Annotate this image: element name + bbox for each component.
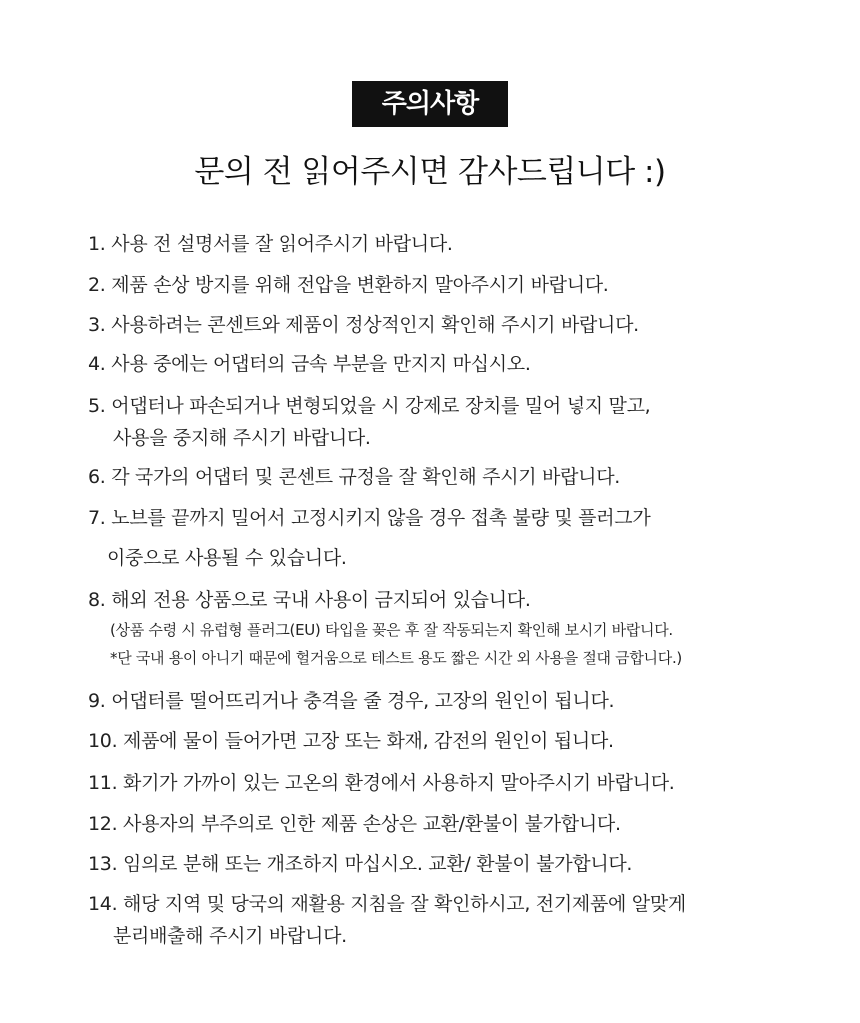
notice-item: [88, 269, 848, 301]
notice-text: 13. 임의로 분해 또는 개조하지 마십시오. 교환/ 환불이 불가합니다.: [88, 853, 633, 875]
notice-text: 4. 사용 중에는 어댑터의 금속 부분을 만지지 마십시오.: [88, 353, 531, 375]
notice-badge: 주의사항: [352, 81, 508, 127]
notice-text: 5. 어댑터나 파손되거나 변형되었을 시 강제로 장치를 밀어 넣지 말고,: [88, 395, 651, 417]
notice-text: 10. 제품에 물이 들어가면 고장 또는 화재, 감전의 원인이 됩니다.: [88, 730, 614, 752]
notice-text: 12. 사용자의 부주의로 인한 제품 손상은 교환/환불이 불가합니다.: [88, 813, 621, 835]
notice-text-continued: 분리배출해 주시기 바랍니다.: [113, 925, 347, 947]
notice-item: [88, 309, 848, 341]
notice-note: *단 국내 용이 아니기 때문에 헐거움으로 테스트 용도 짧은 시간 외 사용을 절대 금합니다.): [110, 649, 682, 667]
notice-text: 7. 노브를 끝까지 밀어서 고정시키지 않을 경우 접촉 불량 및 플러그가: [88, 507, 651, 529]
notice-item: [88, 685, 848, 717]
notice-item: [88, 888, 848, 952]
notice-text: 14. 해당 지역 및 당국의 재활용 지침을 잘 확인하시고, 전기제품에 알맞게: [88, 893, 686, 915]
notice-item: [88, 461, 848, 493]
notice-text-continued: 사용을 중지해 주시기 바랍니다.: [113, 427, 371, 449]
notice-text: 2. 제품 손상 방지를 위해 전압을 변환하지 말아주시기 바랍니다.: [88, 274, 609, 296]
notice-item: [88, 767, 848, 799]
notice-text: 6. 각 국가의 어댑터 및 콘센트 규정을 잘 확인해 주시기 바랍니다.: [88, 466, 621, 488]
notice-item: [88, 725, 848, 757]
page-title: 문의 전 읽어주시면 감사드립니다 :): [194, 154, 666, 190]
notice-item: [88, 502, 848, 574]
notice-text: 11. 화기가 가까이 있는 고온의 환경에서 사용하지 말아주시기 바랍니다.: [88, 772, 675, 794]
notice-item: [88, 584, 848, 672]
notice-item: [88, 848, 848, 880]
notice-item: [88, 348, 848, 380]
notice-text: 1. 사용 전 설명서를 잘 읽어주시기 바랍니다.: [88, 233, 453, 255]
notice-text: 8. 해외 전용 상품으로 국내 사용이 금지되어 있습니다.: [88, 589, 531, 611]
notice-text-continued: 이중으로 사용될 수 있습니다.: [107, 547, 347, 569]
notice-text: 9. 어댑터를 떨어뜨리거나 충격을 줄 경우, 고장의 원인이 됩니다.: [88, 690, 615, 712]
notice-text: 3. 사용하려는 콘센트와 제품이 정상적인지 확인해 주시기 바랍니다.: [88, 314, 639, 336]
notice-item: [88, 808, 848, 840]
notice-item: [88, 228, 848, 260]
notice-item: [88, 390, 848, 454]
notice-note: (상품 수령 시 유럽형 플러그(EU) 타입을 꽂은 후 잘 작동되는지 확인해 보시기 바랍니다.: [110, 621, 673, 639]
